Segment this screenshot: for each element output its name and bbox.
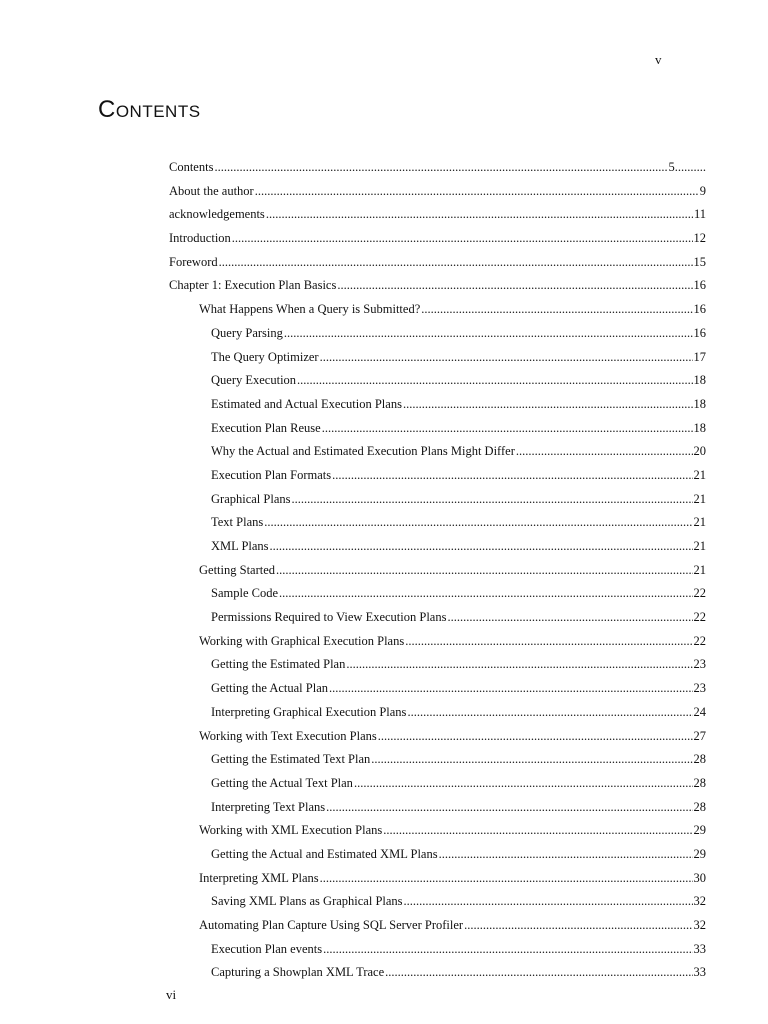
toc-entry[interactable]	[169, 373, 714, 397]
toc-entry[interactable]	[169, 563, 714, 587]
toc-entry-title: Capturing a Showplan XML Trace	[211, 965, 385, 980]
toc-entry[interactable]	[169, 610, 714, 634]
toc-dot-leader	[383, 823, 692, 838]
toc-dot-leader	[323, 942, 692, 957]
toc-dot-leader	[320, 350, 693, 365]
table-of-contents	[169, 160, 714, 989]
toc-entry-page-number: 30	[693, 870, 706, 885]
toc-entry[interactable]	[169, 444, 714, 468]
toc-dot-leader	[378, 729, 693, 744]
toc-entry-page-number: 32	[693, 918, 706, 932]
toc-entry-title: Why the Actual and Estimated Execution Plans Might Differ	[211, 444, 515, 459]
toc-entry-page-number: 21	[693, 491, 706, 506]
toc-entry-title: Saving XML Plans as Graphical Plans	[211, 894, 403, 909]
toc-entry-page-number: 33	[693, 941, 706, 956]
toc-entry[interactable]	[169, 231, 714, 255]
toc-dot-leader	[332, 468, 692, 483]
toc-entry-title: Execution Plan events	[211, 941, 323, 956]
toc-entry-title: Estimated and Actual Execution Plans	[211, 396, 402, 411]
toc-dot-leader	[232, 231, 693, 246]
toc-entry-page-number: 5..........	[668, 160, 706, 174]
toc-entry[interactable]	[169, 515, 714, 539]
toc-entry-page-number: 27	[693, 728, 706, 743]
toc-entry-title: Getting Started	[199, 562, 276, 577]
toc-entry-page-number: 12	[693, 231, 706, 246]
toc-entry-title: Execution Plan Reuse	[211, 420, 321, 435]
toc-entry[interactable]	[169, 207, 714, 231]
toc-entry-page-number: 28	[693, 752, 706, 767]
toc-dot-leader	[297, 373, 692, 388]
toc-entry[interactable]	[169, 800, 714, 824]
toc-entry-page-number: 16	[693, 325, 706, 340]
toc-entry-page-number: 15	[693, 254, 706, 269]
toc-entry[interactable]	[169, 468, 714, 492]
toc-entry[interactable]	[169, 397, 714, 421]
toc-entry-page-number: 22	[693, 610, 706, 625]
toc-entry-title: Permissions Required to View Execution Plans	[211, 610, 447, 625]
toc-dot-leader	[276, 563, 692, 578]
toc-entry-page-number: 24	[693, 704, 706, 719]
toc-entry[interactable]	[169, 278, 714, 302]
toc-entry-page-number: 29	[693, 846, 706, 861]
toc-entry-title: Query Parsing	[211, 325, 283, 340]
toc-dot-leader	[320, 871, 693, 886]
toc-entry-title: XML Plans	[211, 539, 269, 553]
page-title: Contents	[98, 96, 201, 123]
toc-dot-leader	[371, 752, 692, 767]
toc-entry-title: Working with Text Execution Plans	[199, 728, 377, 743]
toc-dot-leader	[266, 207, 693, 222]
toc-dot-leader	[255, 184, 699, 199]
toc-entry-title: Getting the Actual Plan	[211, 681, 328, 696]
toc-entry[interactable]	[169, 634, 714, 658]
toc-entry-page-number: 20	[693, 444, 706, 459]
toc-entry-title: Contents	[169, 160, 214, 174]
toc-entry-page-number: 29	[693, 823, 706, 838]
toc-entry[interactable]	[169, 894, 714, 918]
toc-dot-leader	[326, 800, 692, 815]
toc-dot-leader	[464, 918, 692, 933]
toc-dot-leader	[403, 397, 693, 412]
footer-page-number: vi	[166, 987, 177, 1002]
toc-entry-title: Getting the Estimated Text Plan	[211, 752, 371, 767]
toc-dot-leader	[279, 586, 692, 601]
toc-entry-page-number: 28	[693, 799, 706, 814]
toc-entry-title: Getting the Actual Text Plan	[211, 775, 353, 790]
toc-dot-leader	[322, 421, 693, 436]
toc-entry-title: acknowledgements	[169, 207, 265, 222]
toc-dot-leader	[516, 444, 693, 459]
toc-entry[interactable]	[169, 942, 714, 966]
toc-entry-title: Interpreting XML Plans	[199, 870, 319, 885]
toc-entry-page-number: 32	[693, 894, 706, 909]
toc-entry-page-number: 23	[693, 657, 706, 672]
toc-dot-leader	[407, 705, 692, 720]
toc-entry[interactable]	[169, 871, 714, 895]
toc-entry-title: Query Execution	[211, 373, 297, 388]
toc-entry-title: The Query Optimizer	[211, 349, 319, 364]
toc-entry-page-number: 18	[693, 373, 706, 388]
toc-entry[interactable]	[169, 823, 714, 847]
toc-entry-page-number: 17	[693, 349, 706, 364]
toc-entry-title: Chapter 1: Execution Plan Basics	[169, 278, 337, 293]
toc-entry[interactable]	[169, 847, 714, 871]
toc-dot-leader	[284, 326, 693, 341]
toc-entry-title: Automating Plan Capture Using SQL Server Profiler	[199, 918, 464, 932]
toc-entry[interactable]	[169, 729, 714, 753]
toc-dot-leader	[214, 160, 667, 175]
toc-entry[interactable]	[169, 255, 714, 279]
toc-entry-title: Sample Code	[211, 586, 279, 601]
toc-entry-title: Foreword	[169, 254, 218, 269]
toc-entry-title: What Happens When a Query is Submitted?	[199, 302, 421, 317]
header-page-number: v	[655, 52, 662, 67]
toc-dot-leader	[270, 539, 693, 554]
toc-entry-title: Working with XML Execution Plans	[199, 823, 383, 838]
toc-entry[interactable]	[169, 421, 714, 445]
toc-entry-page-number: 18	[693, 396, 706, 411]
toc-entry[interactable]	[169, 705, 714, 729]
toc-dot-leader	[421, 302, 692, 317]
toc-entry[interactable]	[169, 184, 714, 208]
toc-dot-leader	[264, 515, 692, 530]
toc-entry-page-number: 33	[693, 965, 706, 980]
toc-entry-title: Interpreting Text Plans	[211, 799, 326, 814]
toc-entry[interactable]	[169, 539, 714, 563]
toc-entry[interactable]	[169, 492, 714, 516]
toc-dot-leader	[385, 965, 692, 980]
toc-dot-leader	[292, 492, 693, 507]
toc-entry-page-number: 22	[693, 586, 706, 601]
toc-dot-leader	[329, 681, 693, 696]
toc-entry[interactable]	[169, 657, 714, 681]
toc-entry-title: Getting the Estimated Plan	[211, 657, 346, 672]
toc-entry[interactable]	[169, 918, 714, 942]
toc-entry-page-number: 18	[693, 420, 706, 435]
toc-entry[interactable]	[169, 302, 714, 326]
toc-entry[interactable]	[169, 326, 714, 350]
toc-dot-leader	[337, 278, 692, 293]
toc-entry-page-number: 21	[693, 515, 706, 530]
toc-entry-page-number: 21	[693, 539, 706, 553]
toc-entry-page-number: 11	[693, 207, 706, 222]
toc-entry[interactable]	[169, 965, 714, 989]
toc-entry[interactable]	[169, 350, 714, 374]
toc-entry-title: Interpreting Graphical Execution Plans	[211, 704, 407, 719]
toc-entry[interactable]	[169, 776, 714, 800]
toc-entry-page-number: 16	[693, 278, 706, 293]
toc-dot-leader	[219, 255, 693, 270]
toc-dot-leader	[404, 894, 693, 909]
toc-entry[interactable]	[169, 160, 714, 184]
toc-entry-title: Getting the Actual and Estimated XML Plans	[211, 846, 438, 861]
toc-entry-page-number: 22	[693, 633, 706, 648]
toc-entry-page-number: 21	[693, 467, 706, 482]
toc-entry-page-number: 28	[693, 775, 706, 790]
toc-entry-page-number: 16	[693, 302, 706, 317]
toc-entry-page-number: 23	[693, 681, 706, 696]
toc-dot-leader	[346, 657, 692, 672]
toc-entry-title: Introduction	[169, 231, 231, 246]
toc-entry-title: Working with Graphical Execution Plans	[199, 633, 405, 648]
toc-dot-leader	[405, 634, 692, 649]
toc-entry[interactable]	[169, 752, 714, 776]
toc-entry-title: Execution Plan Formats	[211, 467, 332, 482]
toc-entry[interactable]	[169, 681, 714, 705]
toc-entry-title: About the author	[169, 183, 254, 198]
toc-entry-page-number: 21	[693, 562, 706, 577]
toc-entry-title: Graphical Plans	[211, 491, 291, 506]
toc-dot-leader	[447, 610, 692, 625]
toc-entry-title: Text Plans	[211, 515, 264, 530]
toc-dot-leader	[354, 776, 693, 791]
toc-entry[interactable]	[169, 586, 714, 610]
toc-entry-page-number: 9	[699, 183, 706, 198]
toc-dot-leader	[439, 847, 693, 862]
